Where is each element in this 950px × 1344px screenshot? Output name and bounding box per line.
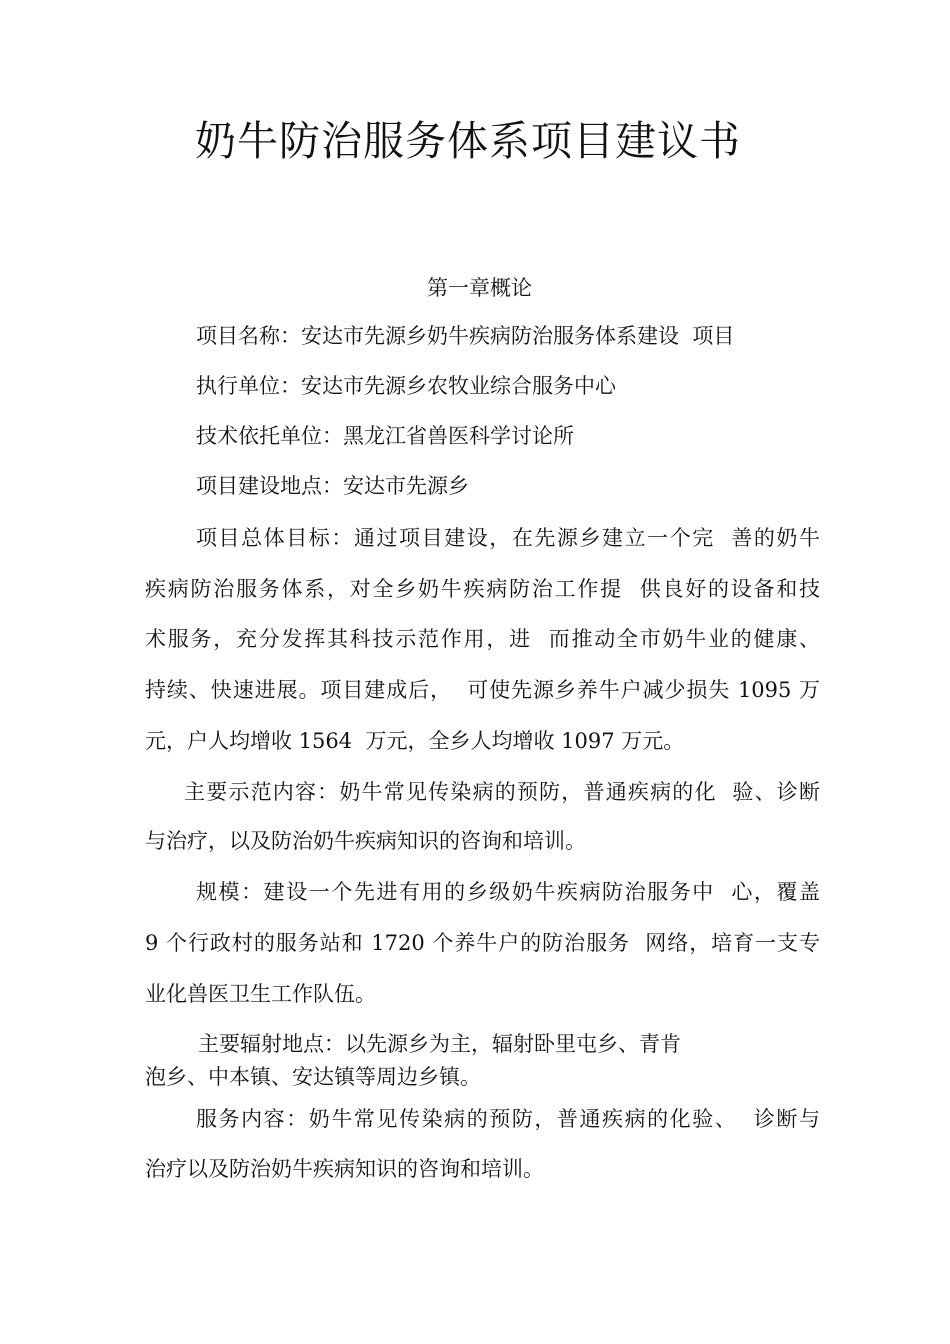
project-name-line: 项目名称：安达市先源乡奶牛疾病防治服务体系建设 项目 [196,324,735,348]
location-line: 项目建设地点：安达市先源乡 [196,474,469,498]
demo-line-1: 主要示范内容：奶牛常见传染病的预防，普通疾病的化 验、诊断 [184,780,820,804]
goal-line-4: 持续、快速进展。项目建成后， 可使先源乡养牛户减少损失 1095 万 [145,678,820,702]
goal-line-2: 疾病防治服务体系，对全乡奶牛疾病防治工作提 供良好的设备和技 [145,577,820,601]
service-line-2: 治疗以及防治奶牛疾病知识的咨询和培训。 [145,1157,544,1181]
executing-unit-line: 执行单位：安达市先源乡农牧业综合服务中心 [196,374,616,398]
radiation-line-1: 主要辐射地点：以先源乡为主，辐射卧里屯乡、青肯 [198,1032,681,1056]
scale-line-3: 业化兽医卫生工作队伍。 [145,982,376,1006]
scale-line-1: 规模：建设一个先进有用的乡级奶牛疾病防治服务中 心，覆盖 [196,880,820,904]
goal-line-5: 元，户人均增收 1564 万元，全乡人均增收 1097 万元。 [145,729,685,753]
radiation-line-2: 泡乡、中本镇、安达镇等周边乡镇。 [145,1065,481,1089]
service-line-1: 服务内容：奶牛常见传染病的预防，普通疾病的化验、 诊断与 [196,1107,820,1131]
goal-line-3: 术服务，充分发挥其科技示范作用，进 而推动全市奶牛业的健康、 [145,627,820,651]
document-title: 奶牛防治服务体系项目建议书 [195,117,741,165]
demo-line-2: 与治疗，以及防治奶牛疾病知识的咨询和培训。 [145,829,586,853]
technical-support-line: 技术依托单位：黑龙江省兽医科学讨论所 [196,424,574,448]
scale-line-2: 9 个行政村的服务站和 1720 个养牛户的防治服务 网络，培育一支专 [145,931,820,955]
chapter-heading: 第一章概论 [427,276,532,300]
goal-line-1: 项目总体目标：通过项目建设，在先源乡建立一个完 善的奶牛 [196,526,820,550]
